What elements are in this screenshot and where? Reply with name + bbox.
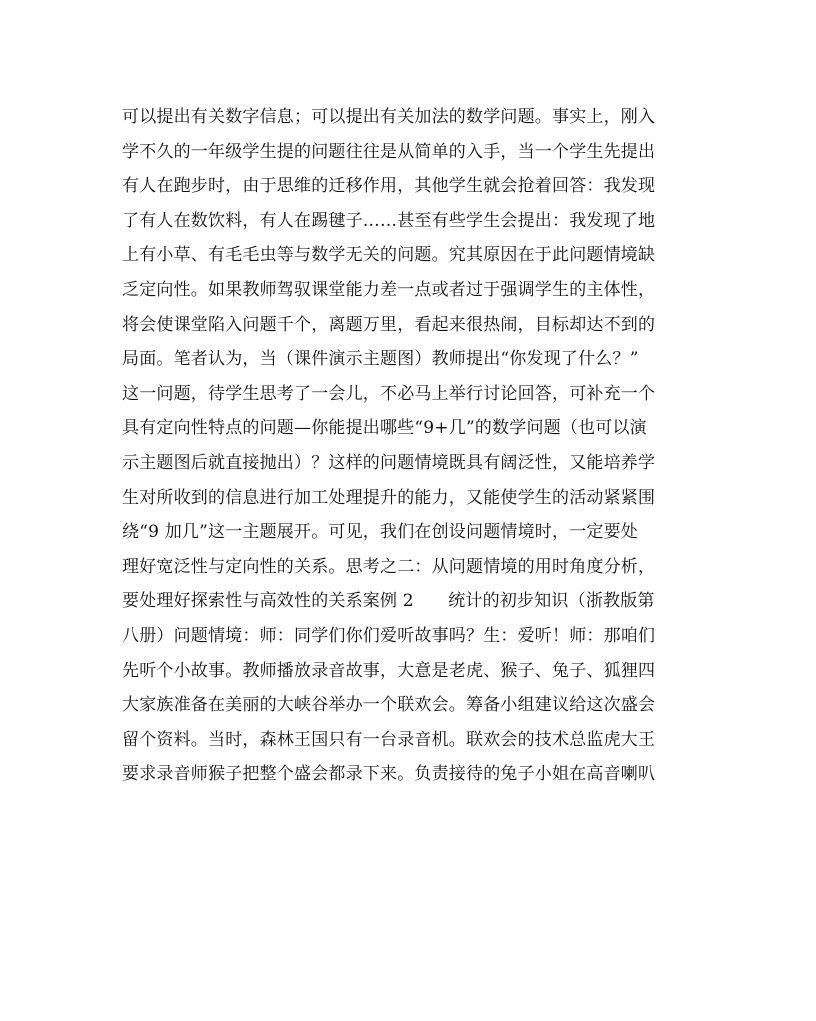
text-line: 留个资料。当时，森林王国只有一台录音机。联欢会的技术总监虎大王 [122,729,656,750]
text-line: 示主题图后就直接抛出）？这样的问题情境既具有阔泛性，又能培养学 [122,452,656,473]
text-line: 理好宽泛性与定向性的关系。思考之二：从问题情境的用时角度分析， [122,556,656,577]
text-line: 乏定向性。如果教师驾驭课堂能力差一点或者过于强调学生的主体性， [122,279,656,300]
text-line: 大家族准备在美丽的大峡谷举办一个联欢会。筹备小组建议给这次盛会 [122,695,656,716]
body-text [122,100,702,792]
text-line: 要处理好探索性与高效性的关系案例 2 统计的初步知识（浙教版第 [122,591,655,612]
text-line: 具有定向性特点的问题—你能提出哪些“9+几”的数学问题（也可以演 [122,418,647,439]
text-line: 可以提出有关数字信息；可以提出有关加法的数学问题。事实上，刚入 [122,107,656,127]
text-line: 八册）问题情境：师：同学们你们爱听故事吗？生：爱听！师：那咱们 [122,625,656,646]
text-line: 这一问题，待学生思考了一会儿，不必马上举行讨论回答，可补充一个 [122,383,656,404]
text-line: 有人在跑步时，由于思维的迁移作用，其他学生就会抢着回答：我发现 [122,176,656,197]
text-line: 要求录音师猴子把整个盛会都录下来。负责接待的兔子小姐在高音喇叭 [122,764,656,785]
text-line: 了有人在数饮料，有人在踢毽子……甚至有些学生会提出：我发现了地 [122,210,656,231]
text-line: 将会使课堂陷入问题千个，离题万里，看起来很热闹，目标却达不到的 [122,314,656,335]
text-line: 生对所收到的信息进行加工处理提升的能力，又能使学生的活动紧紧围 [122,487,656,508]
text-line: 先听个小故事。教师播放录音故事，大意是老虎、猴子、兔子、狐狸四 [122,660,656,681]
text-line: 局面。笔者认为，当（课件演示主题图）教师提出“你发现了什么？” [122,349,639,370]
text-line: 学不久的一年级学生提的问题往往是从简单的入手，当一个学生先提出 [122,141,656,162]
text-line: 绕“9 加几”这一主题展开。可见，我们在创设问题情境时，一定要处 [122,522,639,543]
text-line: 上有小草、有毛毛虫等与数学无关的问题。究其原因在于此问题情境缺 [122,245,656,266]
